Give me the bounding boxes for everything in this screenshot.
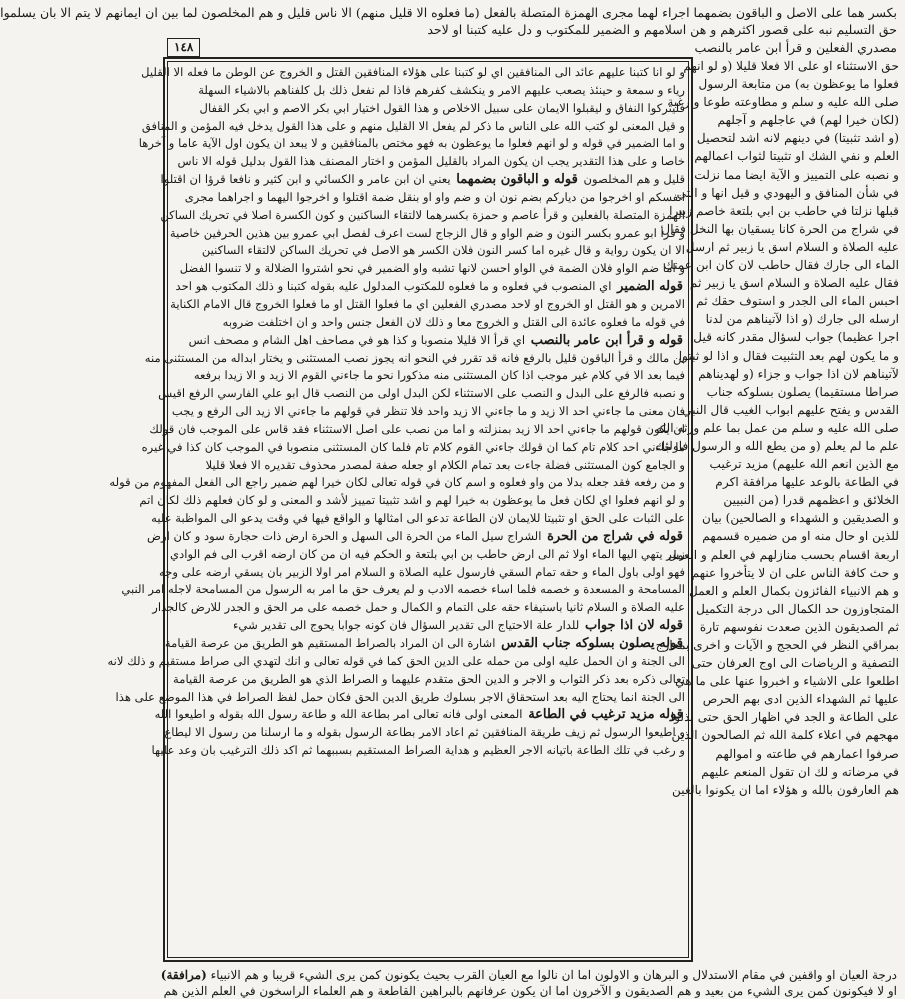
margin-line: صرفوا اعمارهم في طاعته و اموالهم (715, 746, 899, 761)
margin-line: اربعة اقسام بحسب منازلهم في العلم و العمل (667, 547, 899, 562)
margin-line: (و اشد تثبيتا) في دينهم لانه اشد لتحصيل (696, 131, 899, 146)
commentary-line: خاصا و على هذا التقدير يجب ان يكون المراد بالقليل المؤمن و اختار المصنف هذا القول بدليل قوله الا ناس (177, 154, 685, 169)
commentary-line-with-heading: قوله يصلون بسلوكه جناب القدس اشارة الى ان المراد بالصراط المستقيم هو الطريق من عرصة القيامة (164, 636, 683, 651)
margin-line: للذين او حال منه او من ضميره قسمهم (702, 529, 899, 544)
commentary-line: رياء و سمعة و حينئذ يصعب عليهم الامر و ينكشف كفرهم فاذا لم نفعل ذلك بل كلفناهم بالاشياء السهلة (198, 82, 685, 97)
commentary-line-with-heading: قوله في شراج من الحرة الشراج سيل الماء من الحرة الى السهل و الحرة ارض ذات حجارة سود و كان ارض (146, 528, 683, 544)
footer-line-2: او لا فيكونون كمن يرى الشيء من بعيد و هم الصديقون و الآخرون اما ان يكون عرفانهم بالبراهين القاطعة و هم العلماء الراسخون في العلم الذين هم (163, 984, 897, 998)
margin-line: التصفية و الرياضات الى اوج العرفان حتى (691, 656, 899, 671)
commentary-line: و اما ضم الواو فلان الضمة في الواو احسن لانها تشبه واو الضمير في نحو اشتروا الضلالة و لا تنسوا الفضل (179, 261, 685, 276)
commentary-line: و الجامع كون المستثنى فضلة جاءت بعد تمام الكلام او جعله صفة لمصدر محذوف تقديره الا فعلا قليلا (205, 457, 685, 472)
commentary-line: و اطيعوا الرسول ثم زيف طريقة المنافقين ثم اعاد الامر بطاعة الرسول بقوله و ما ارسلنا من رسول الا ليطاع (164, 725, 685, 740)
margin-line: في شراج من الحرة كانا يسقيان بها النخل فقال (661, 221, 899, 236)
margin-line: ارسله الى جارك (و اذا لآتيناهم من لدنا (705, 312, 899, 327)
margin-line: صراطا مستقيما) يصلون بسلوكه جناب (706, 384, 899, 399)
header-marker-row (163, 38, 897, 57)
margin-line: صلى الله عليه و سلم و مطاوعته طوعا و رغبة (667, 95, 899, 110)
commentary-line: الامرين و هو القتل او الخروج او لاحد مصدري الفعلين اي ما فعلوا القتل او ما فعلوا الخروج قال الامام الكناية (170, 296, 685, 311)
commentary-line: و رغب في تلك الطاعة باتيانه الاجر العظيم و هداية الصراط المستقيم بسببهما ثم اكد ذلك الترغيب بان وعد عليها (151, 743, 685, 758)
commentary-line: و لو انهم فعلوا اي لكان فعل ما يوعظون به خيرا لهم و اشد تثبيتا تمييز لأشد و المعنى و لو كان فعلهم ذلك لكان اتم (139, 493, 685, 508)
commentary-line: و من رفعه فقد جعله بدلا من واو فعلوه و اسم كان في قوله تعالى لكان خيرا لهم ضمير راجع الى الفعل المفهوم من قوله (109, 475, 685, 490)
qawl-heading: قوله لان اذا جواب (584, 618, 683, 634)
margin-line: صلى الله عليه و سلم من عمل بما علم ورثه الله (655, 420, 899, 435)
commentary-line: فليتركوا النفاق و ليقبلوا الايمان على سبيل الاخلاص و هذا القول اختيار ابي بكر الاصم و ابي بكر القفال (199, 100, 685, 115)
commentary-line: زبير يتهي اليها الماء اولا ثم الى ارض حاطب بن ابي بلتعة و الحكم فيه ان من كان ارضه اقرب الى فم الوادي (170, 546, 685, 561)
margin-line: مع الذين انعم الله عليهم) مزيد ترغيب (709, 457, 899, 472)
commentary-line: المسامحة و المسعدة و خصمه فلما اساء خصمه الادب و لم يعرف حق ما امر به الرسول من المسامحة لاجله امر النبي (121, 582, 685, 597)
margin-line: عليها ثم الشهداء الذين ادى بهم الحرص (702, 692, 899, 707)
commentary-line-with-heading: قوله مزيد ترغيب في الطاعة المعنى اولى فانه تعالى امر بطاعة الله و طاعة رسول الله بقوله و اطيعوا الله (154, 707, 683, 723)
commentary-line: الهمزة المتصلة بالفعلين و قرأ عاصم و حمزة بكسرهما لالتقاء الساكنين و كون الكسرة اصلا في تحريك الساكن (160, 207, 685, 222)
margin-line: في مرضاته و لك ان تقول المنعم عليهم (701, 764, 899, 779)
margin-line: حق الاستثناء او على الا فعلا قليلا (و لو انهم (683, 59, 899, 73)
commentary-line: على الثبات على الحق او تثبيتا للايمان لان الطاعة تدعو الى امثالها و الواقع فيها في وقت يدعو الى المواظبة عليه (151, 511, 685, 526)
commentary-line: ان يكون قولهم ما جاءني احد الا زيد بمنزلته و اما من نصب على اصل الاستثناء فقد قاس على الموجب فان قولك (149, 421, 685, 436)
qawl-heading: قوله في شراج من الحرة (547, 528, 683, 544)
margin-line: احبس الماء الى الجدر و استوف حقك ثم (696, 294, 899, 309)
page-footer-text (160, 967, 897, 998)
commentary-line: الى الجنة و ان الحمل عليه اولى من حمله على الدين الحق كما في قوله تعالى و انك لتهدي الى صراط مستقيم و ذلك لانه (107, 653, 685, 668)
margin-line: اطلعوا على الاشياء و اخبروا عنها على ما هي (675, 674, 899, 689)
margin-line: الماء الى جارك فقال حاطب لان كان ابن عمتك (663, 258, 899, 273)
margin-line: قبلها نزلتا في حاطب بن ابي بلتعة خاصم زبيرا (669, 203, 899, 218)
commentary-line: ما جاءني احد كلام تام كما ان قولك جاءني القوم كلام تام فلما كان المستثنى منصوبا في الموجب كان كذا في غيره (141, 439, 685, 454)
margin-base-text (655, 57, 899, 967)
margin-line: الخلائق و اعظمهم قدرا (من النبيين (723, 493, 899, 508)
margin-line: مهجهم في اعلاء كلمة الله ثم الصالحون الذين (671, 728, 899, 743)
margin-line: و حث كافة الناس على ان لا يتأخروا عنهم (691, 565, 899, 580)
margin-line: القدس و يفتح عليهم ابواب الغيب قال النبي (682, 402, 899, 417)
commentary-line: الى الجنة انما يحتاج اليه بعد استحقاق الاجر بسلوك طريق الدين الحق فكان حمل لفظ الصراط في هذا الموضع على هذا (115, 689, 685, 704)
commentary-line-with-heading: قليل و هم المخلصون قوله و الباقون بضمهما يعني ان ابن عامر و الكسائي و ابن كثير و نافعا قرؤا ان اقتلوا (160, 172, 685, 188)
qawl-heading: قوله يصلون بسلوكه جناب القدس (501, 636, 683, 651)
margin-line: اجرا عظيما) جواب لسؤال مقدر كانه قيل (693, 330, 899, 345)
margin-line: ثم الصديقون الذين صعدت نفوسهم تارة (699, 619, 899, 634)
catchword: (مرافقة) (160, 968, 207, 982)
commentary-line: عليه الصلاة و السلام ثانيا باستيفاء حقه على التمام و الكمال و حمل خصمه على مر الحق و الجدر للارض كالجدار (152, 600, 685, 615)
qawl-heading: قوله و قرأ ابن عامر بالنصب (530, 332, 683, 348)
commentary-line: تعالى ذكره بعد ذكر الثواب و الاجر و الدين الحق متقدم عليهما و الصراط الذي هو الطريق من عرصة القيامة (173, 671, 685, 686)
commentary-line: بن مالك و قرأ الباقون قليل بالرفع فانه قد تقرر في النحو انه يجوز نصب المستثنى و يختار ابداله من المستثنى منه (144, 350, 685, 365)
commentary-line: و قيل المعنى لو كتب الله على الناس ما ذكر لم يفعل الا القليل منهم و على هذا القول يدخل فيه المؤمن و المنافق (141, 118, 685, 133)
commentary-line: و اما الضمير في قوله و لو انهم فعلوا ما يوعظون به فهو مختص بالمنافقين و لا يبعد ان يكون اول الآية عاما و آخرها (138, 136, 685, 151)
page-number: ١٤٨ (167, 38, 200, 57)
commentary-line: و قرأ ابو عمرو بكسر النون و ضم الواو و قال الزجاج لست اعرف لفصل ابي عمرو بين هذين الحرفين خاصية (169, 225, 685, 240)
commentary-line: فهو اولى باول الماء و حقه تمام السقي فارسول عليه الصلاة و السلام امر اولا الزبير بان يسقي ارضه على وجه (159, 564, 685, 579)
commentary-line: فيما بعد الا في كلام غير موجب اذا كان المستثنى منه مذكورا نحو ما جاءني القوم الا زيد و الا زيدا برفعه (193, 368, 685, 383)
commentary-line: في قوله ما فعلوه عائدة الى القتل و الخروج معا و ذلك لان الفعل جنس واحد و ان اختلفت ضروبه (222, 314, 685, 329)
margin-line: بمراقي النظر في الحجج و الآيات و اخرى بمعارج (655, 638, 899, 652)
commentary-line-with-heading: قوله و قرأ ابن عامر بالنصب اي قرأ الا قليلا منصوبا و كذا هو في مصاحف اهل الشام و مصحف انس (188, 332, 683, 348)
commentary-line-with-heading: قوله لان اذا جواب للدار علة الاحتياج الى تقدير السؤال فان كونه جوابا يحوج الى تقدير شيء (232, 618, 683, 634)
margin-line: العلم و نفي الشك او تثبيتا لثواب اعمالهم (694, 149, 899, 164)
header-line-3: مصدري الفعلين و قرأ ابن عامر بالنصب (694, 40, 897, 55)
margin-line: على الطاعة و الجد في اظهار الحق حتى بذلوا (670, 710, 899, 725)
margin-line: فعلوا ما يوعظون به) من متابعة الرسول (698, 77, 899, 92)
commentary-line: و نصبه فالرفع على البدل و النصب على الاستثناء لكن البدل اولى من النصب قال ابو علي الفارسي الرفع اقيس (158, 386, 685, 401)
commentary-line: فان معنى ما جاءني احد الا زيد و ما جاءني الا زيد واحد فلا تنظر في قولهم ما جاءني الا زيد الى الرفع و يجب (171, 404, 685, 419)
margin-line: علم ما لم يعلم (و من يطع الله و الرسول فاولئك (655, 438, 899, 453)
commentary-line: انفسكم او اخرجوا من دياركم بضم نون ان و ضم واو او بنقل ضمة اقتلوا و اخرجوا اليهما و اجراهما مجرى (184, 189, 685, 204)
qawl-heading: قوله الضمير (617, 279, 683, 295)
margin-line: عليه الصلاة و السلام اسق يا زبير ثم ارسل (685, 239, 899, 254)
commentary-text (107, 64, 685, 955)
qawl-heading: قوله و الباقون بضمهما (456, 172, 578, 188)
qawl-heading: قوله مزيد ترغيب في الطاعة (528, 707, 683, 723)
margin-line: في شأن المنافق و اليهودي و قيل انها و التي (676, 185, 899, 200)
margin-line: و هم الانبياء الفائزون بكمال العلم و العمل (688, 583, 899, 598)
margin-line: لآتيناهم لان اذا جواب و جزاء (و لهديناهم (698, 366, 899, 381)
margin-line: في الطاعة بالوعد عليها مرافقة اكرم (715, 475, 899, 490)
commentary-line: و لو انا كتبنا عليهم عائد الى المنافقين اي لو كتبنا على هؤلاء المنافقين القتل و الخروج عن الوطن ما فعله الا القليل (141, 65, 685, 79)
header-line-2: حق التسليم نبه على قصور اكثرهم و هن اسلامهم و الضمير للمكتوب و دل عليه كتبنا او لاحد (427, 22, 897, 37)
margin-line: و الصديقين و الشهداء و الصالحين) بيان (702, 511, 899, 526)
page-header-text (0, 4, 897, 57)
footer-line-1: درجة العيان او واقفين في مقام الاستدلال و البرهان و الاولون اما ان نالوا مع العيان القرب بحيث يكونون كمن يرى الشيء قريبا و هم الانبياء (مرافقة) (160, 968, 897, 982)
commentary-line-with-heading: قوله الضمير اي المنصوب في فعلوه و ما فعلوه للمكتوب المدلول عليه بقوله كتبنا و ذلك المكتوب هو احد (175, 279, 683, 295)
margin-line: و ما يكون لهم بعد التثبيت فقال و اذا لو ثبتوا (678, 348, 899, 363)
margin-line: هم العارفون بالله و هؤلاء اما ان يكونوا بالغين (672, 782, 899, 797)
margin-line: و نصبه على التمييز و الآية ايضا مما نزلت (694, 167, 899, 182)
margin-line: فقال عليه الصلاة و السلام اسق يا زبير ثم (689, 276, 899, 291)
commentary-box (107, 57, 693, 962)
margin-line: المتجاوزون حد الكمال الى درجة التكميل (696, 601, 899, 616)
margin-line: (لكان خيرا لهم) في عاجلهم و آجلهم (717, 113, 899, 128)
header-line-1: بكسر هما على الاصل و الباقون بضمهما اجراء لهما مجرى الهمزة المتصلة بالفعل (ما فعلوه الا قليل منهم) الا ناس قليل و هم المخلصون لما بين ان ايمانهم لا يتم الا بان يسلموا (0, 5, 897, 20)
commentary-line: الا ان يكون رواية و قال غيره اما كسر النون فلان الكسر هو الاصل في تحريك الساكن لالتقاء الساكنين (201, 243, 685, 258)
